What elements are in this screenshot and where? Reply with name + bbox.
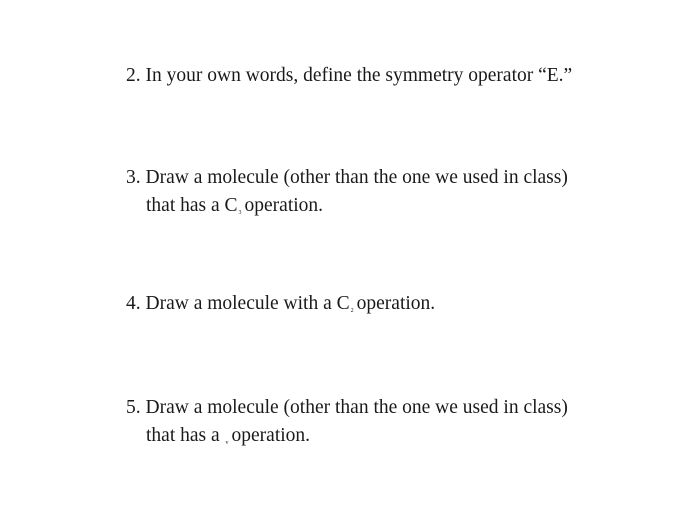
- question-4-text: Draw a molecule with a C: [145, 293, 350, 314]
- question-5-cont-post: operation.: [231, 425, 311, 446]
- subscript-3: 3: [238, 210, 242, 216]
- question-3-text: Draw a molecule (other than the one we used in class): [145, 167, 568, 188]
- question-3-cont-post: operation.: [244, 195, 324, 216]
- question-5-cont-text: that has a: [146, 425, 220, 446]
- question-3-continuation: [126, 192, 568, 227]
- question-5-number: 5.: [126, 397, 141, 418]
- question-5-continuation: [126, 422, 568, 457]
- question-2-text: In your own words, define the symmetry operator “E.”: [145, 65, 573, 86]
- question-4: [126, 290, 435, 325]
- question-4-number: 4.: [126, 293, 141, 314]
- question-2-number: 2.: [126, 65, 141, 86]
- question-3: [126, 164, 568, 227]
- question-5-text: Draw a molecule (other than the one we used in class): [145, 397, 568, 418]
- question-3-cont-text: that has a C: [146, 195, 238, 216]
- question-3-number: 3.: [126, 167, 141, 188]
- subscript-2: 2: [350, 308, 354, 314]
- question-2: [126, 62, 572, 90]
- question-5: [126, 394, 568, 457]
- question-4-post: operation.: [356, 293, 436, 314]
- subscript-v: v: [225, 440, 229, 446]
